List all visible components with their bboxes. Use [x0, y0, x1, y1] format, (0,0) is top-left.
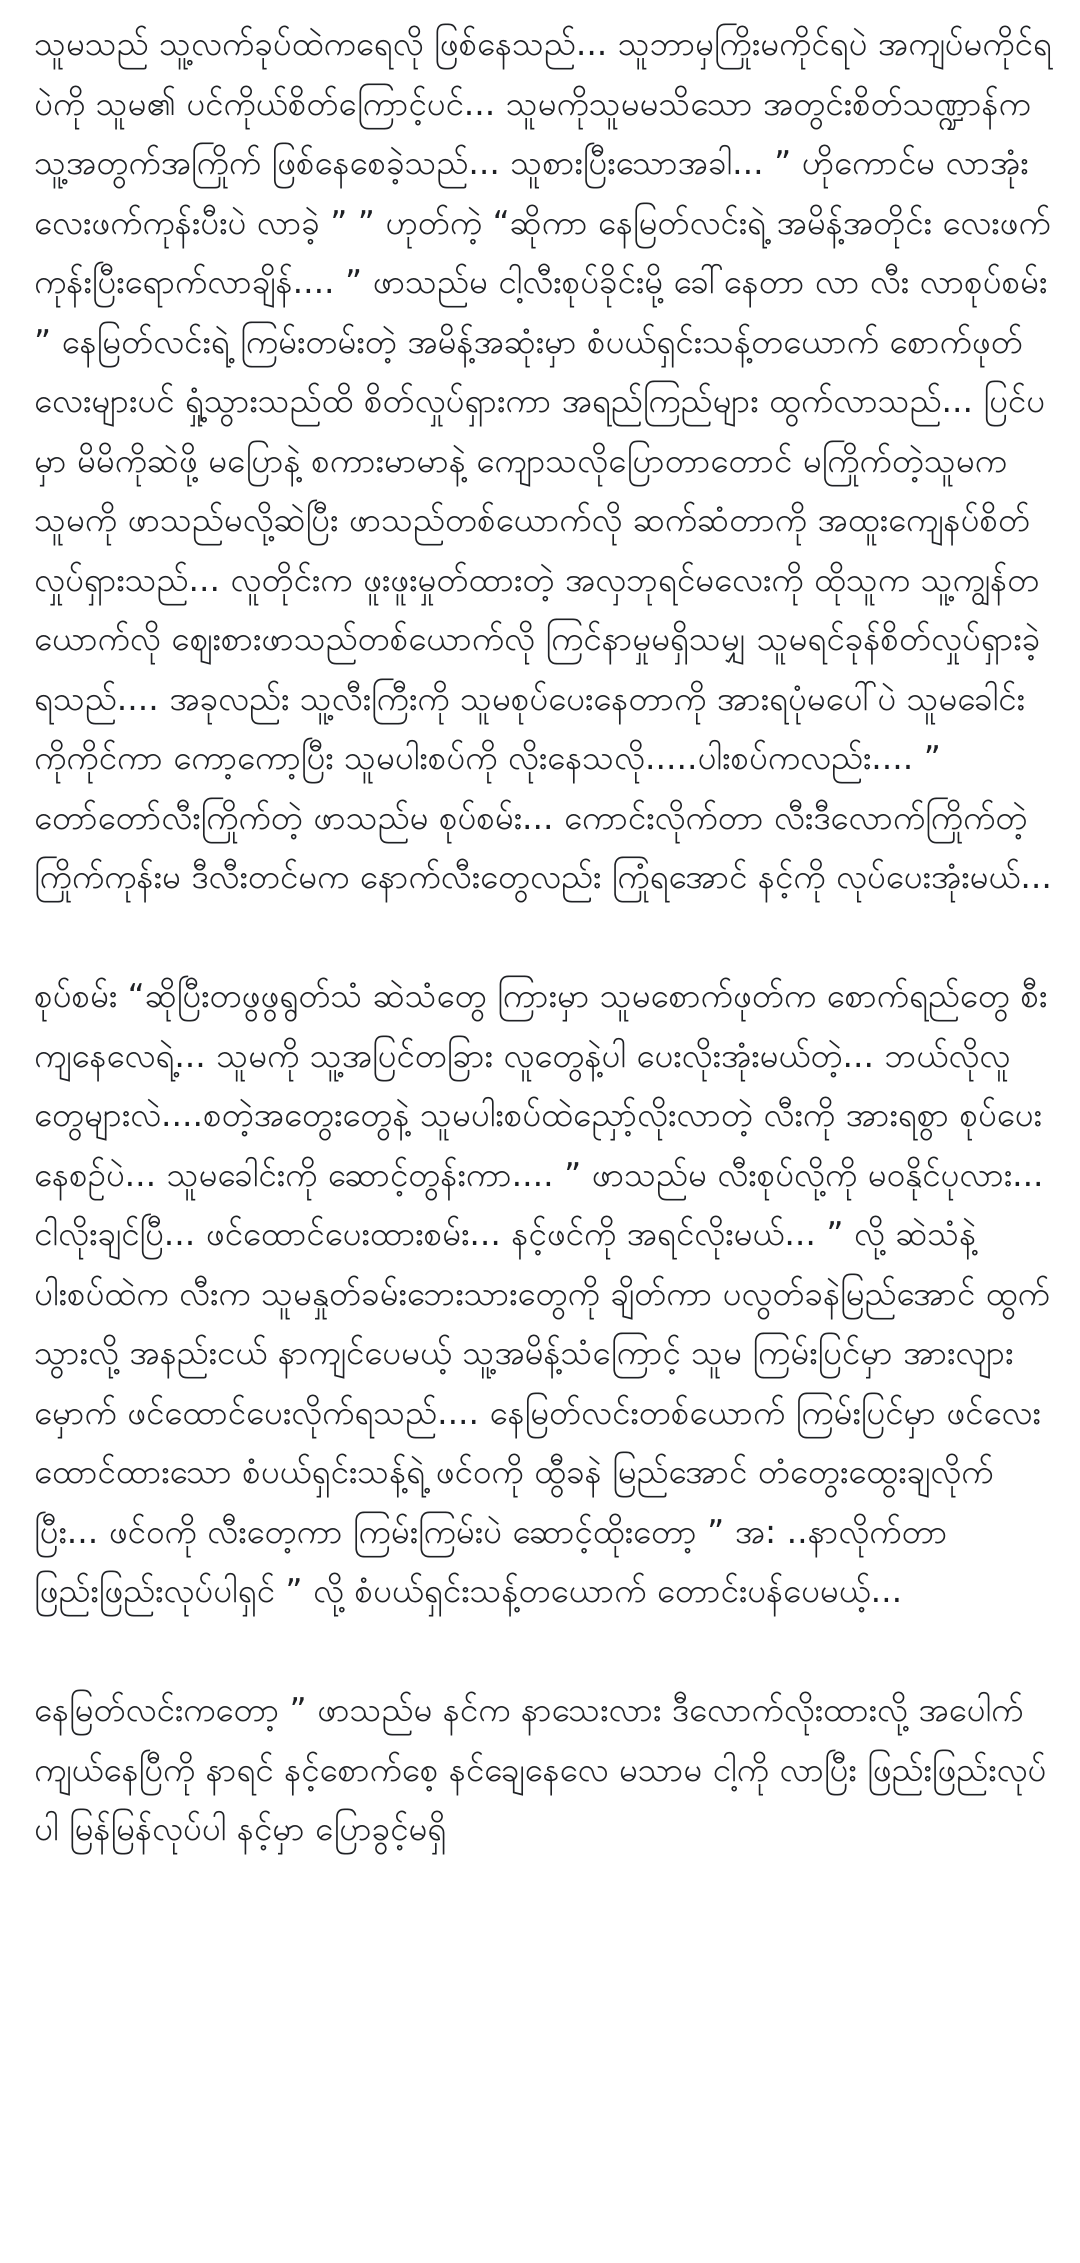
paragraph-3: နေမြတ်လင်းကတော့ ” ဖာသည်မ နင်က နာသေးလား ဒီလောက်လိုးထားလို့ အပေါက်ကျယ်နေပြီကို နာရင် နင့်စောက်စေ့ နင်ချေနေလေ မသာမ ငါ့ကို လာပြီး ဖြည်းဖြည်းလုပ်ပါ မြန်မြန်လုပ်ပါ နင့်မှာ ပြောခွင့်မရှိ	[34, 1690, 1047, 1848]
article-body	[34, 14, 1056, 1859]
bottom-fade	[0, 2241, 1080, 2263]
paragraph-2: စုပ်စမ်း “ဆိုပြီးတဖွဖွရွတ်သံ ဆဲသံတွေ ကြားမှာ သူမစောက်ဖုတ်က စောက်ရည်တွေ စီးကျနေလေရဲ့... သူမကို သူ့အပြင်တခြား လူတွေနဲ့ပါ ပေးလိုးအုံးမယ်တဲ့... ဘယ်လိုလူတွေများလဲ....စတဲ့အတွေးတွေနဲ့ သူမပါးစပ်ထဲညှော့်လိုးလာတဲ့ လီးကို အားရစွာ စုပ်ပေးနေစဉ်ပဲ... သူမခေါင်းကို ဆောင့်တွန်းကာ.... ” ဖာသည်မ လီးစုပ်လို့ကို မဝနိုင်ပုလား... ငါလိုးချင်ပြီ... ဖင်ထောင်ပေးထားစမ်း... နင့်ဖင်ကို အရင်လိုးမယ်... ” လို့ ဆဲသံနဲ့ ပါးစပ်ထဲက လီးက သူမနှုတ်ခမ်းဘေးသားတွေကို ချိတ်ကာ ပလွတ်ခနဲမြည်အောင် ထွက်သွားလို့ အနည်းငယ် နာကျင်ပေမယ့် သူ့အမိန့်သံကြောင့် သူမ ကြမ်းပြင်မှာ အားလျားမှောက် ဖင်ထောင်ပေးလိုက်ရသည်.... နေမြတ်လင်းတစ်ယောက် ကြမ်းပြင်မှာ ဖင်လေးထောင်ထားသော စံပယ်ရှင်းသန့်ရဲ့ ဖင်ဝကို ထွီခနဲ မြည်အောင် တံတွေးထွေးချလိုက်ပြီး... ဖင်ဝကို လီးတေ့ကာ ကြမ်းကြမ်းပဲ ဆောင့်ထိုးတော့ ” အ: ..နာလိုက်တာ ဖြည်းဖြည်းလုပ်ပါရှင် ” လို့ စံပယ်ရှင်းသန့်တယောက် တောင်းပန်ပေမယ့်...	[34, 976, 1050, 1610]
paragraph-1: သူမသည် သူ့လက်ခုပ်ထဲကရေလို ဖြစ်နေသည်... သူဘာမှကြိုးမကိုင်ရပဲ အကျပ်မကိုင်ရပဲကို သူမ၏ ပင်ကိုယ်စိတ်ကြောင့်ပင်... သူမကိုသူမမသိသော အတွင်းစိတ်သဏ္ဍာန်က သူ့အတွက်အကြိုက် ဖြစ်နေစေခဲ့သည်... သူစားပြီးသောအခါ... ” ဟိုကောင်မ လာအုံး လေးဖက်ကုန်းပီးပဲ လာခဲ့ ” ” ဟုတ်ကဲ့ “ဆိုကာ နေမြတ်လင်းရဲ့ အမိန့်အတိုင်း လေးဖက်ကုန်းပြီးရောက်လာချိန်.... ” ဖာသည်မ ငါ့လီးစုပ်ခိုင်းမို့ ခေါ်နေတာ လာ လီး လာစုပ်စမ်း ” နေမြတ်လင်းရဲ့ ကြမ်းတမ်းတဲ့ အမိန့်အဆုံးမှာ စံပယ်ရှင်းသန့်တယောက် စောက်ဖုတ်လေးများပင် ရှုံ့သွားသည်ထိ စိတ်လှုပ်ရှားကာ အရည်ကြည်များ ထွက်လာသည်... ပြင်ပမှာ မိမိကိုဆဲဖို့ မပြောနဲ့ စကားမာမာနဲ့ ကျောသလိုပြောတာတောင် မကြိုက်တဲ့သူမက သူမကို ဖာသည်မလို့ဆဲပြီး ဖာသည်တစ်ယောက်လို ဆက်ဆံတာကို အထူးကျေနပ်စိတ်လှုပ်ရှားသည်... လူတိုင်းက ဖူးဖူးမှုတ်ထားတဲ့ အလှဘုရင်မလေးကို ထိုသူက သူ့ကျွန်တယောက်လို ဈေးစားဖာသည်တစ်ယောက်လို ကြင်နာမှုမရှိသမျှ သူမရင်ခုန်စိတ်လှုပ်ရှားခဲ့ရသည်.... အခုလည်း သူ့လီးကြီးကို သူမစုပ်ပေးနေတာကို အားရပုံမပေါ်ပဲ သူမခေါင်းကိုကိုင်ကာ ကော့ကော့ပြီး သူမပါးစပ်ကို လိုးနေသလို.....ပါးစပ်ကလည်း.... ” တော်တော်လီးကြိုက်တဲ့ ဖာသည်မ စုပ်စမ်း... ကောင်းလိုက်တာ လီးဒီလောက်ကြိုက်တဲ့ ကြိုက်ကုန်းမ ဒီလီးတင်မက နောက်လီးတွေလည်း ကြုံရအောင် နင့်ကို လုပ်ပေးအုံးမယ်...	[34, 24, 1052, 896]
